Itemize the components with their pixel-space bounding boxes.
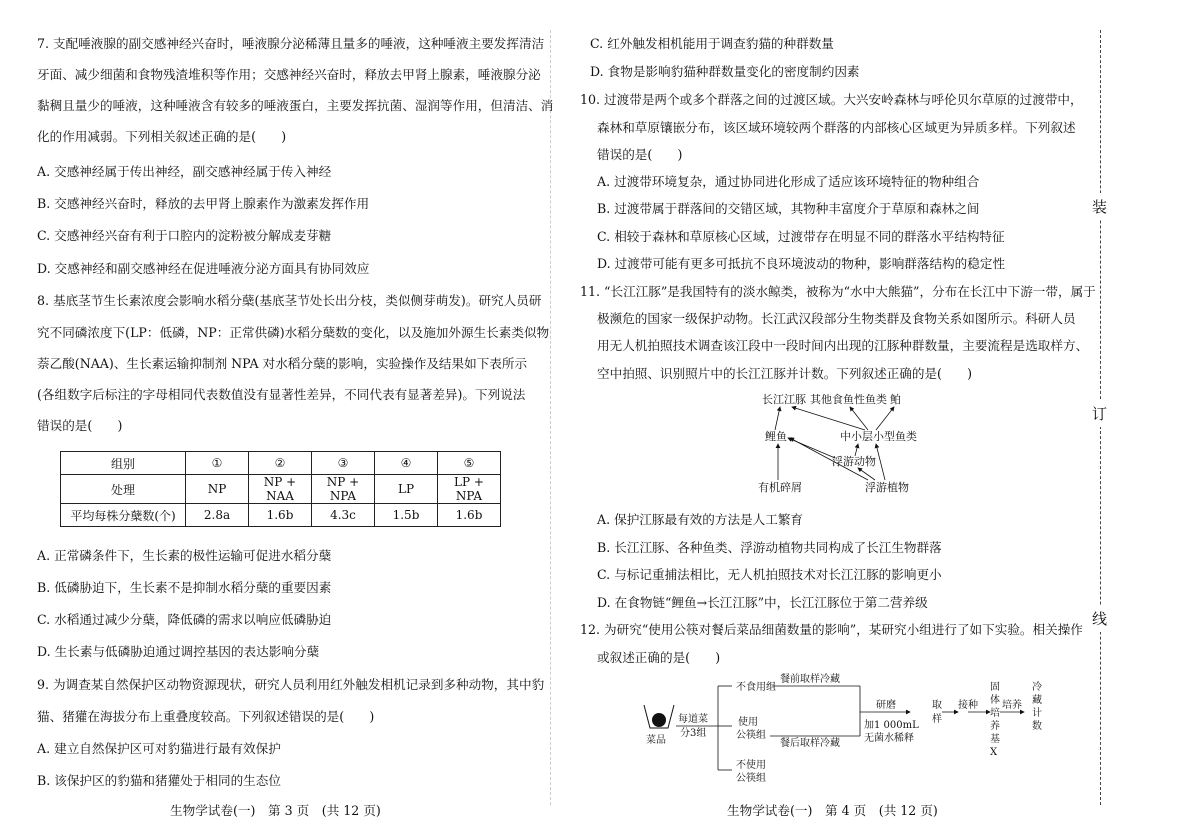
count-char: 数 (1032, 721, 1042, 732)
table-cell: NP + NPA (312, 475, 375, 504)
table-row (61, 475, 501, 504)
table-row (61, 452, 501, 475)
node-phytoplankton: 浮游植物 (865, 481, 909, 494)
medium-char: X (990, 747, 998, 758)
q10-option-c[interactable]: C. 相较于森林和草原核心区域，过渡带存在明显不同的群落水平结构特征 (597, 229, 1005, 244)
count-char: 藏 (1032, 695, 1042, 706)
q10-stem-line-2: 森林和草原镶嵌分布，该区域环境较两个群落的内部核心区域更为异质多样。下列叙述 (597, 120, 1076, 135)
table-cell: ② (249, 452, 312, 475)
q9-option-b[interactable]: B. 该保护区的豹猫和猪獾处于相同的生态位 (37, 773, 281, 788)
medium-char: 基 (990, 734, 1000, 745)
q8-option-a[interactable]: A. 正常磷条件下，生长素的极性运输可促进水稻分蘖 (37, 548, 332, 563)
binding-char-zhuang: 装 (1092, 193, 1107, 220)
table-cell: ⑤ (438, 452, 501, 475)
pre-meal-sampling: 餐前取样冷藏 (780, 674, 840, 685)
q11-option-b[interactable]: B. 长江江豚、各种鱼类、浮游动植物共同构成了长江生物群落 (597, 540, 942, 555)
node-small-fish: 中小层小型鱼类 (840, 430, 917, 443)
sample-label-2: 样 (932, 714, 942, 725)
table-cell: ③ (312, 452, 375, 475)
node-organic-detritus: 有机碎屑 (758, 481, 802, 494)
q8-stem-line-2: 究不同磷浓度下(LP：低磷，NP：正常供磷)水稻分蘖数的变化，以及施加外源生长素类似物 (37, 325, 550, 340)
count-label (1032, 680, 1042, 732)
medium-char: 养 (990, 721, 1000, 732)
q9-option-a[interactable]: A. 建立自然保护区可对豹猫进行最有效保护 (37, 741, 281, 756)
q11-stem-line-1: 11. “长江江豚”是我国特有的淡水鲸类，被称为“水中大熊猫”，分布在长江中下游一带，属于 (580, 284, 1096, 299)
food-web-arrows (775, 407, 894, 480)
q11-stem-line-3: 用无人机拍照技术调查该江段中一段时间内出现的江豚种群数量，主要流程是选取样方、 (597, 338, 1089, 353)
experiment-flow-diagram (640, 670, 1070, 785)
table-row (61, 504, 501, 527)
q11-option-a[interactable]: A. 保护江豚最有效的方法是人工繁育 (597, 512, 804, 527)
medium-char: 培 (990, 708, 1000, 719)
group-no-public-chopsticks-2: 公筷组 (736, 773, 766, 784)
table-cell: 1.6b (438, 504, 501, 527)
count-char: 计 (1032, 708, 1042, 719)
dish-label: 菜品 (646, 735, 666, 746)
table-cell: LP (375, 475, 438, 504)
q11-option-d[interactable]: D. 在食物链“鲤鱼→长江江豚”中，长江江豚位于第二营养级 (597, 595, 928, 610)
q12-stem-line-1: 12. 为研究“使用公筷对餐后菜品细菌数量的影响”，某研究小组进行了如下实验。相关操作 (580, 622, 1083, 637)
left-page-footer: 生物学试卷(一) 第 3 页 (共 12 页) (170, 803, 381, 818)
binding-char-ding: 订 (1092, 400, 1107, 427)
split-label-1: 每道菜 (678, 714, 708, 725)
table-cell: 1.5b (375, 504, 438, 527)
q7-option-a[interactable]: A. 交感神经属于传出神经，副交感神经属于传入神经 (37, 164, 332, 179)
flow-lines (676, 686, 1024, 770)
sample-label-1: 取 (932, 700, 942, 711)
dish-icon (644, 705, 674, 728)
q10-stem-line-1: 10. 过渡带是两个或多个群落之间的过渡区域。大兴安岭森林与呼伦贝尔草原的过渡带中， (580, 92, 1083, 107)
q8-results-table (60, 451, 501, 527)
node-piscivorous-fish: 其他食鱼性鱼类 (810, 393, 887, 406)
table-cell: NP (186, 475, 249, 504)
q8-option-b[interactable]: B. 低磷胁迫下，生长素不是抑制水稻分蘖的重要因素 (37, 580, 332, 595)
table-cell: 4.3c (312, 504, 375, 527)
group-public-chopsticks-2: 公筷组 (736, 730, 766, 741)
q8-stem-line-3: 萘乙酸(NAA)、生长素运输抑制剂 NPA 对水稻分蘖的影响，实验操作及结果如下表所示 (37, 356, 528, 371)
q9-option-d[interactable]: D. 食物是影响豹猫种群数量变化的密度制约因素 (590, 64, 860, 79)
q7-option-d[interactable]: D. 交感神经和副交感神经在促进唾液分泌方面具有协同效应 (37, 261, 370, 276)
right-page-footer: 生物学试卷(一) 第 4 页 (共 12 页) (727, 803, 938, 818)
table-cell: LP + NPA (438, 475, 501, 504)
column-separator (550, 30, 551, 805)
count-char: 冷 (1032, 682, 1042, 693)
q9-stem-line-1: 9. 为调查某自然保护区动物资源现状，研究人员利用红外触发相机记录到多种动物，其中豹 (37, 677, 545, 692)
group-not-eaten: 不食用组 (736, 682, 776, 693)
q10-option-d[interactable]: D. 过渡带可能有更多可抵抗不良环境波动的物种，影响群落结构的稳定性 (597, 256, 1006, 271)
node-zooplankton: 浮游动物 (832, 455, 876, 468)
q12-stem-line-2: 或叙述正确的是( ) (597, 650, 721, 665)
q7-option-c[interactable]: C. 交感神经兴奋有利于口腔内的淀粉被分解成麦芽糖 (37, 228, 332, 243)
q8-stem-line-1: 8. 基底茎节生长素浓度会影响水稻分蘖(基底茎节处长出分枝，类似侧芽萌发)。研究人员研 (37, 293, 542, 308)
medium-char: 体 (990, 695, 1000, 706)
split-label-2: 分3组 (680, 728, 707, 739)
food-web-diagram (740, 388, 940, 498)
table-cell: ④ (375, 452, 438, 475)
table-cell: 组别 (61, 452, 186, 475)
node-culter: 鲌 (890, 393, 901, 406)
q7-stem-line-4: 化的作用减弱。下列相关叙述正确的是( ) (37, 129, 287, 144)
q7-stem-line-3: 黏稠且量少的唾液，这种唾液含有较多的唾液蛋白，主要发挥抗菌、湿润等作用，但清洁、消 (37, 98, 554, 113)
node-carp: 鲤鱼 (765, 430, 787, 443)
q9-option-c[interactable]: C. 红外触发相机能用于调查豹猫的种群数量 (590, 36, 834, 51)
q8-stem-line-4: (各组数字后标注的字母相同代表数值没有显著性差异，不同代表有显著差异)。下列说法 (37, 387, 526, 402)
node-yangtze-porpoise: 长江江豚 (762, 393, 806, 406)
table-cell: 2.8a (186, 504, 249, 527)
table-cell: NP + NAA (249, 475, 312, 504)
q9-stem-line-2: 猫、猪獾在海拔分布上重叠度较高。下列叙述错误的是( ) (37, 709, 375, 724)
q11-stem-line-4: 空中拍照、识别照片中的长江江豚并计数。下列叙述正确的是( ) (597, 366, 973, 381)
table-cell: 处理 (61, 475, 186, 504)
grind-label: 研磨 (876, 700, 896, 711)
q11-stem-line-2: 极濒危的国家一级保护动物。长江武汉段部分生物类群及食物关系如图所示。科研人员 (597, 311, 1076, 326)
binding-char-xian: 线 (1092, 605, 1107, 632)
table-cell: 1.6b (249, 504, 312, 527)
culture-label: 培养 (1002, 700, 1022, 711)
group-no-public-chopsticks-1: 不使用 (736, 760, 766, 771)
q11-option-c[interactable]: C. 与标记重捕法相比，无人机拍照技术对长江江豚的影响更小 (597, 567, 942, 582)
table-cell: ① (186, 452, 249, 475)
q7-stem-line-1: 7. 支配唾液腺的副交感神经兴奋时，唾液腺分泌稀薄且量多的唾液，这种唾液主要发挥清洁 (37, 36, 545, 51)
q10-option-b[interactable]: B. 过渡带属于群落间的交错区域，其物种丰富度介于草原和森林之间 (597, 201, 980, 216)
inoculate-label: 接种 (958, 700, 978, 711)
dilute-label-2: 无菌水稀释 (864, 733, 914, 744)
table-cell: 平均每株分蘖数(个) (61, 504, 186, 527)
post-meal-sampling: 餐后取样冷藏 (780, 738, 840, 749)
q7-stem-line-2: 牙面、减少细菌和食物残渣堆积等作用；交感神经兴奋时，释放去甲肾上腺素，唾液腺分泌 (37, 67, 541, 82)
q8-stem-line-5: 错误的是( ) (37, 418, 123, 433)
medium-label (990, 681, 1000, 758)
q8-option-d[interactable]: D. 生长素与低磷胁迫通过调控基因的表达影响分蘖 (37, 644, 320, 659)
medium-char: 固 (990, 682, 1000, 693)
q8-option-c[interactable]: C. 水稻通过减少分蘖，降低磷的需求以响应低磷胁迫 (37, 612, 332, 627)
dilute-label-1: 加1 000mL (864, 720, 919, 731)
q7-option-b[interactable]: B. 交感神经兴奋时，释放的去甲肾上腺素作为激素发挥作用 (37, 196, 370, 211)
group-public-chopsticks-1: 使用 (738, 717, 758, 728)
q10-option-a[interactable]: A. 过渡带环境复杂，通过协同进化形成了适应该环境特征的物种组合 (597, 174, 980, 189)
q10-stem-line-3: 错误的是( ) (597, 147, 683, 162)
